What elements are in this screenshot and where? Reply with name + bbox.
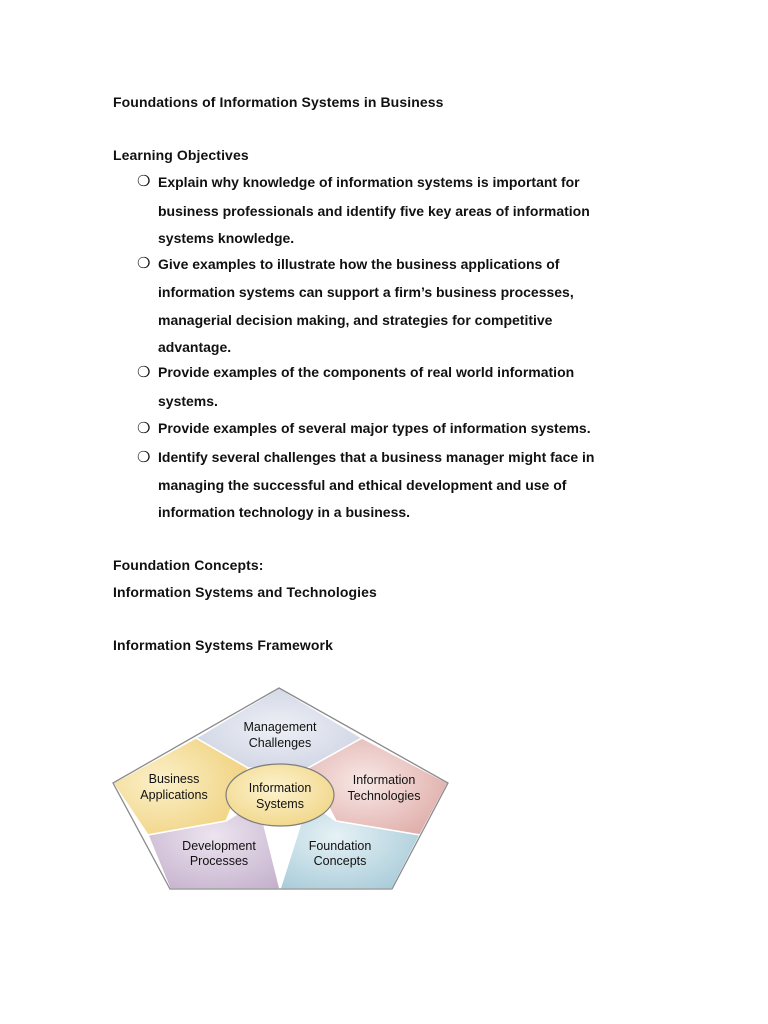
segment-label-foundation-2: Concepts xyxy=(313,854,367,868)
objective-3-line-2: systems. xyxy=(158,393,218,409)
document-title: Foundations of Information Systems in Business xyxy=(113,94,444,110)
objective-2-line-2: information systems can support a firm’s business processes, xyxy=(158,284,574,300)
segment-label-management-1: Management xyxy=(243,720,317,734)
bullet-icon: ❍ xyxy=(137,420,151,437)
segment-label-technologies-1: Information xyxy=(352,773,416,787)
segment-label-foundation-1: Foundation xyxy=(308,839,372,853)
objective-2-line-4: advantage. xyxy=(158,339,232,355)
framework-diagram-svg xyxy=(108,683,453,893)
objective-1-line-1: Explain why knowledge of information systems is important for xyxy=(158,174,580,190)
segment-label-development-1: Development xyxy=(182,839,256,853)
objective-2-line-3: managerial decision making, and strategies for competitive xyxy=(158,312,553,328)
center-label-2: Systems xyxy=(256,797,304,811)
objective-2-line-1: Give examples to illustrate how the business applications of xyxy=(158,256,560,272)
segment-label-technologies-2: Technologies xyxy=(347,789,421,803)
bullet-icon: ❍ xyxy=(137,364,151,381)
objective-1-line-3: systems knowledge. xyxy=(158,230,295,246)
center-label-1: Information xyxy=(248,781,312,795)
center-ellipse xyxy=(226,764,334,826)
segment-label-business-2: Applications xyxy=(140,788,208,802)
learning-objectives-heading: Learning Objectives xyxy=(113,147,249,163)
framework-diagram xyxy=(108,683,453,893)
objective-3-line-1: Provide examples of the components of real world information xyxy=(158,364,575,380)
objective-4-line-1: Provide examples of several major types of information systems. xyxy=(158,420,591,436)
bullet-icon: ❍ xyxy=(137,449,151,466)
framework-heading: Information Systems Framework xyxy=(113,637,333,653)
segment-label-development-2: Processes xyxy=(189,854,249,868)
foundation-concepts-heading: Foundation Concepts: xyxy=(113,557,264,573)
is-and-technologies-heading: Information Systems and Technologies xyxy=(113,584,377,600)
bullet-icon: ❍ xyxy=(137,173,151,190)
objective-5-line-1: Identify several challenges that a business manager might face in xyxy=(158,449,595,465)
segment-label-management-2: Challenges xyxy=(248,736,312,750)
bullet-icon: ❍ xyxy=(137,255,151,272)
objective-5-line-2: managing the successful and ethical development and use of xyxy=(158,477,567,493)
objective-5-line-3: information technology in a business. xyxy=(158,504,411,520)
segment-label-business-1: Business xyxy=(148,772,200,786)
objective-1-line-2: business professionals and identify five key areas of information xyxy=(158,203,590,219)
